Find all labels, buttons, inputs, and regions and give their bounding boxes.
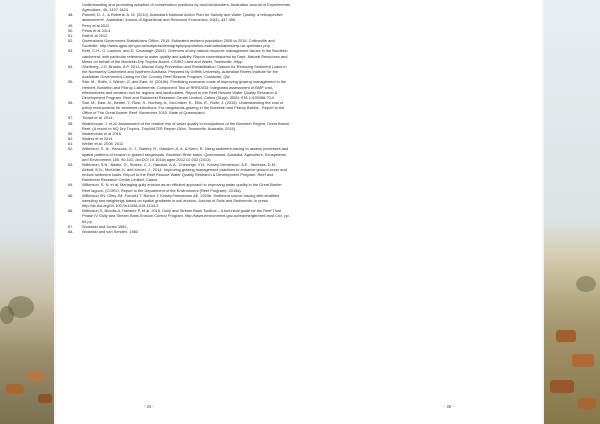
reference-text: Wolanski and Jones 1981, bbox=[82, 223, 128, 229]
reference-text: Weber et al. 2006, 2012 bbox=[82, 141, 124, 147]
reference-number: 62. bbox=[68, 146, 74, 152]
reference-item bbox=[68, 208, 290, 223]
reference-number: 48. bbox=[68, 12, 74, 18]
reference-text: Tindall et al, 2014, bbox=[82, 115, 114, 121]
reference-number: 61. bbox=[68, 141, 74, 147]
cattle-shape bbox=[572, 354, 594, 367]
reference-number: 60. bbox=[68, 136, 74, 142]
reference-list bbox=[68, 2, 290, 234]
reference-item bbox=[68, 146, 290, 161]
reference-text: Wilkinson SN, Olley JM, Furuichi T, Burton J, Kinsey-Henderson AE. 2015b. Sediment source tracing with stratified sampling and weightings based on spatial gradients in soil erosion. Journal of Soils and Sediments: In press. http://dx.doi.org/10.1007/s11368-015-1134-2. bbox=[82, 192, 280, 209]
reference-text: Wilkinson S, Brooks A, Hairsine P, et al. 2016. Gully and Stream Bank Toolbox – A technical guide for the Reef Trust Phase IV Gully and Stream Bank Erosion Control Program. http://www.environment.gov.au/marine/gbr/reef-trust Cox, pp. 84 pp. bbox=[82, 208, 290, 224]
reference-text: Star, M., Rolfe, J, Wilrich, G. and East, M. (2015b). Predicting economic costs of improving grazing management in the Herbert, Burdekin and Fitzroy Catchments. Component Two of RRRD033: Integrated assessment of BMP cost-effectiveness and decision tool for regions and landholders. Report to the Reef Rescue Water Quality Research & Development Program. Reef and Rainforest Research Centre Limited, Cairns (51pp). ISBN: 978-1-925088-70-0 bbox=[82, 79, 287, 100]
reference-number: 67. bbox=[68, 223, 74, 229]
left-page-photo-strip bbox=[0, 0, 56, 424]
reference-item bbox=[68, 79, 290, 100]
reference-text: Pannell, D. J., & Roberts, A. M. (2010). Australia's National Action Plan for Salinity and Water Quality: a retrospective assessment*. Australian Journal of Agricultural and Resource Economics, 54(4), 437-456. bbox=[82, 12, 283, 23]
left-page-number: - 34 - bbox=[144, 404, 154, 409]
right-page-photo-strip bbox=[542, 0, 600, 424]
reference-number: 64. bbox=[68, 182, 74, 188]
reference-text: Queensland Government Statisticians Office, 2015. Estimated resident population 2006 to 2016, Collinsville and Scottville. http://www.qgso.qld.gov.au/subjects/demography/population-estimates/tables/erp-ucl-qld/index.php bbox=[82, 38, 275, 49]
cattle-shape bbox=[38, 394, 52, 403]
reference-number: 63. bbox=[68, 161, 74, 167]
reference-item bbox=[68, 193, 290, 208]
reference-text: Wilkinson, S.N., Bastin, G., Stokes, C.J., Hawdon, A.A., Chewings, V.H., Kinsey-Henderson, A.E., Nicholas, D.M., Abbott, B.N., McKellar, K. and Kemei, J., 2014. Improving grazing management practices to enhance ground cover and reduce sediment loads. Report to the Reef Rescue Water Quality Research & Development Program. Reef and Rainforest Research Centre Limited, Cairns. bbox=[82, 161, 287, 183]
reference-text: Perry et al 2012 bbox=[82, 22, 110, 28]
reference-page bbox=[68, 0, 290, 424]
reference-item bbox=[68, 2, 290, 12]
reference-text: Shellberg, J.G.,Brooks, A.P. 2013. Alluvial Gully Prevention and Rehabilitation Options for Reducing Sediment Loads in the Normanby Catchment and Northern Australia. Prepared by Griffith University, Australian Rivers Institute for the Australian Government Caring for Our Country Reef Rescue Program, Cooktown, Qld. bbox=[82, 63, 287, 80]
reference-item bbox=[68, 229, 290, 234]
reference-text: Waterhouse, J. et al. Assessment of the relative risk of water quality to ecosystems of the Burdekin Region, Great Barrier Reef. (A report to NQ Dry Tropics, TropWATER Report 15/xx, Townsville, Australia, 2015). bbox=[82, 120, 290, 131]
reference-text: Petus et al 2014 bbox=[82, 27, 111, 33]
reference-number: 59. bbox=[68, 130, 74, 136]
reference-number: 52. bbox=[68, 38, 74, 44]
cattle-shape bbox=[28, 372, 44, 381]
reference-item bbox=[68, 121, 290, 131]
cattle-shape bbox=[550, 380, 574, 393]
tree-shape bbox=[0, 306, 14, 324]
reference-text: Wolanski and van Senden, 1983 bbox=[82, 228, 138, 234]
reference-number: 55. bbox=[68, 79, 74, 85]
reference-text: Wilkinson, S. N. et al. Managing gully erosion as an efficient approach to improving water quality in the Great Barrier Reef lagoon. (CSIRO, Report to the Department of the Environment (Reef Program), 2015a). bbox=[82, 182, 282, 193]
reference-number: 65. bbox=[68, 192, 74, 198]
reference-item bbox=[68, 38, 290, 48]
reference-item bbox=[68, 182, 290, 192]
reference-text: Wilkinson, S. N., Hancock, G. J., Bartley, R., Hawdon, A. A. & Keen, R. Using sediment tracing to assess processes and spatial patterns of erosion in grazed rangelands, Burdekin River basin, Queensland, Australia. Agriculture, Ecosystems and Environment 180, 90-102, doi:DOI 10.1016/j.agee.2012.02.002 (2013) bbox=[82, 146, 289, 162]
reference-text: Waters et al 2014 bbox=[82, 136, 113, 142]
cattle-shape bbox=[578, 398, 596, 409]
reference-number: 58. bbox=[68, 120, 74, 126]
reference-number: 54. bbox=[68, 63, 74, 69]
page-gutter bbox=[54, 0, 56, 424]
reference-item bbox=[68, 12, 290, 22]
reference-number: 51. bbox=[68, 32, 74, 38]
reference-item bbox=[68, 162, 290, 183]
reference-number: 57. bbox=[68, 115, 74, 121]
reference-number: 50. bbox=[68, 27, 74, 33]
reference-number: 53. bbox=[68, 48, 74, 54]
reference-text: Waterhouse et al 2016 bbox=[82, 130, 122, 136]
reference-item bbox=[68, 100, 290, 115]
tree-shape bbox=[576, 276, 596, 292]
reference-number: 66. bbox=[68, 208, 74, 214]
reference-number: 56. bbox=[68, 99, 74, 105]
right-page-number: - 35 - bbox=[444, 404, 454, 409]
reference-text: Star, M., East, M., Beutel, T., Rust, S., Northey, A., McCosker, K., Ellis, R., Rolfe, J. (2015). Understanding the cost of policy mechanisms for sediment reductions. For rangelands grazing in the Burdekin and Fitzroy Basins . Report to the Office of The Great Barrier Reef, November 2015. State of Queensland. bbox=[82, 99, 285, 116]
cattle-shape bbox=[6, 384, 24, 394]
reference-text: Raff et al 2012 bbox=[82, 32, 108, 38]
reference-item bbox=[68, 48, 290, 63]
page-gutter bbox=[542, 0, 544, 424]
reference-text: Understanding and promoting adoption of conservation practices by rural landholders. Australian Journal of Experimental Agriculture, 46, 1407-1424 bbox=[82, 2, 290, 13]
reference-number: 68. bbox=[68, 228, 74, 234]
reference-text: Roth, C.H., G. Lawson, and D, Cavanagh (2002). Overview of key natural resource management issues in the Burdekin catchment, with particular reference to water quality and salinity. Report commissioned by Dept. Natural Resources and Mines on behalf of the Burdekin Dry Tropics Board. CSIRO Land and Water, Townsville. 99pp. bbox=[82, 48, 288, 64]
reference-number: 49. bbox=[68, 22, 74, 28]
cattle-shape bbox=[556, 330, 576, 342]
reference-item bbox=[68, 64, 290, 79]
